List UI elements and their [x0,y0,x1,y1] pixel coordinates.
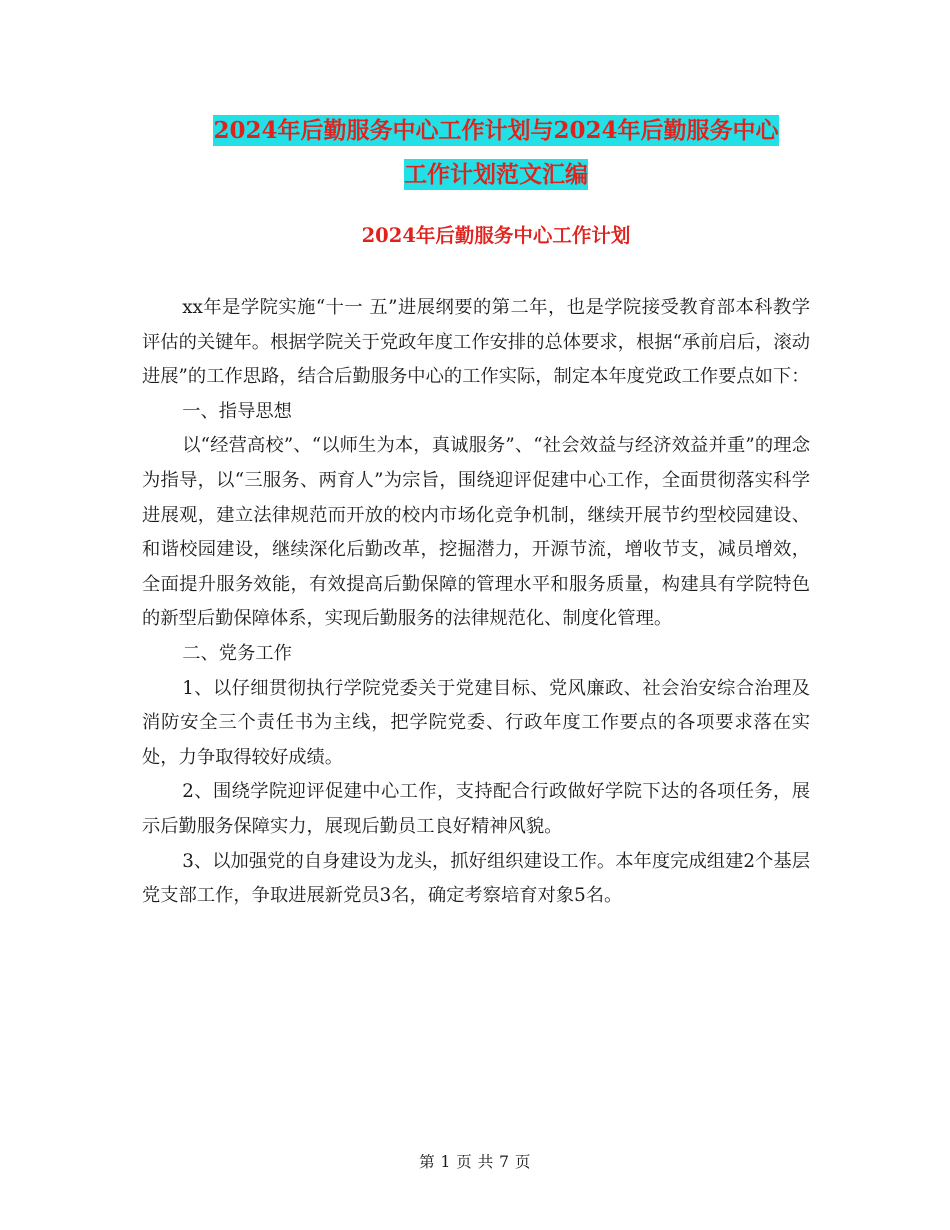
heading-party-affairs: 二、党务工作 [182,642,292,664]
section-title: 2024年后勤服务中心工作计划 [361,224,631,247]
document-title-line-1: 2024年后勤服务中心工作计划与2024年后勤服务中心 [213,117,779,144]
paragraph-intro: xx年是学院实施“十一 五”进展纲要的第二年，也是学院接受教育部本科教学评估的关键年。根据学院关于党政年度工作安排的总体要求，根据“承前启后，滚动进展”的工作思路，结合后勤服务中心的工作实际，制定本年度党政工作要点如下： [142,297,810,388]
paragraph-item-3: 3、以加强党的自身建设为龙头，抓好组织建设工作。本年度完成组建2个基层党支部工作，争取进展新党员3名，确定考察培育对象5名。 [142,850,810,907]
heading-guiding-ideology: 一、指导思想 [182,400,292,422]
paragraph-item-1: 1、以仔细贯彻执行学院党委关于党建目标、党风廉政、社会治安综合治理及消防安全三个责任书为主线，把学院党委、行政年度工作要点的各项要求落在实处，力争取得较好成绩。 [142,677,810,768]
document-title-line-2: 工作计划范文汇编 [404,161,588,188]
paragraph-guiding-ideology: 以“经营高校”、“以师生为本，真诚服务”、“社会效益与经济效益并重”的理念为指导，以“三服务、两育人”为宗旨，围绕迎评促建中心工作，全面贯彻落实科学进展观，建立法律规范而开放的校内市场化竞争机制，继续开展节约型校园建设、和谐校园建设，继续深化后勤改革，挖掘潜力，开源节流，增收节支，减员增效，全面提升服务效能，有效提高后勤保障的管理水平和服务质量，构建具有学院特色的新型后勤保障体系，实现后勤服务的法律规范化、制度化管理。 [142,435,810,630]
page-footer: 第 1 页 共 7 页 [419,1153,531,1171]
paragraph-item-2: 2、围绕学院迎评促建中心工作，支持配合行政做好学院下达的各项任务，展示后勤服务保障实力，展现后勤员工良好精神风貌。 [142,781,810,837]
document-body [142,291,810,914]
